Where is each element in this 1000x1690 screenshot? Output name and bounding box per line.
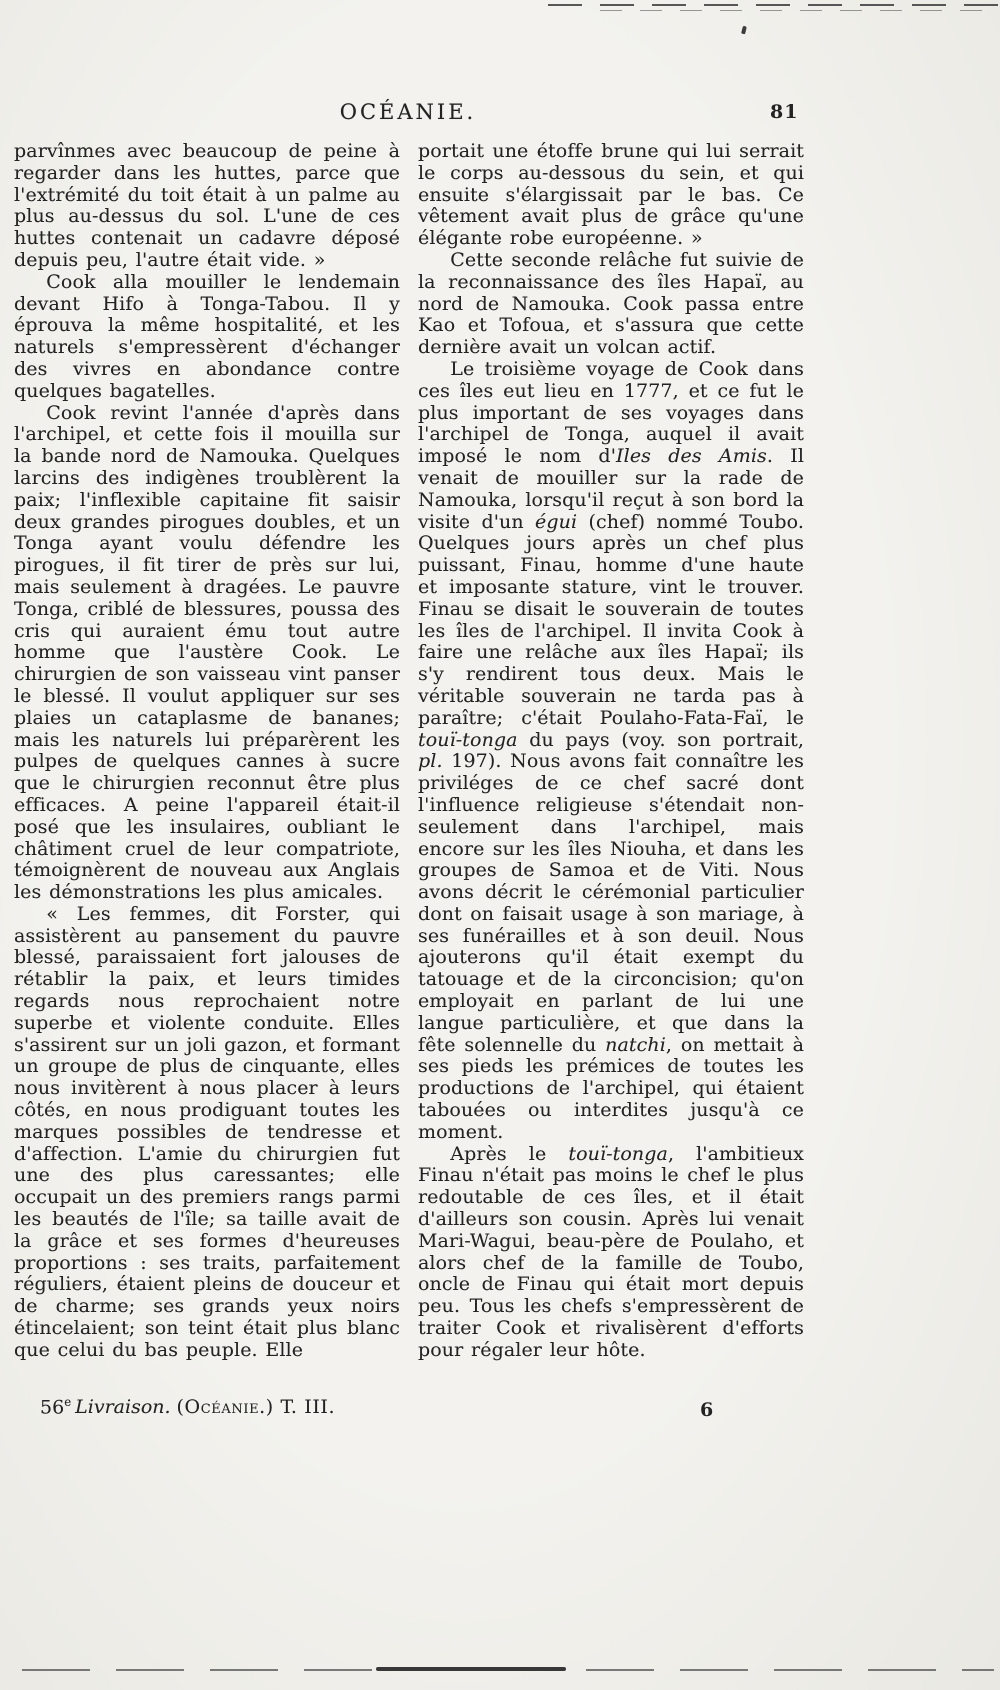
scan-artifact-dashed-line-top (548, 4, 1000, 6)
page-number: 81 (770, 101, 799, 123)
paragraph: Cook revint l'année d'après dans l'archipel, et cette fois il mouilla sur la bande nord de Namouka. Quelques larcins des indigènes troublèrent la paix; l'inflexible capitaine fit saisir deux grandes pirogues doubles, et un Tonga ayant voulu défendre les pirogues, il fit tirer de près sur lui, mais seulement à dragées. Le pauvre Tonga, criblé de blessures, poussa des cris qui auraient ému tout autre homme que l'austère Cook. Le chirurgien de son vaisseau vint panser le blessé. Il voulut appliquer sur ses plaies un cataplasme de bananes; mais les naturels lui préparèrent les pulpes de quelques cannes à sucre que le chirurgien reconnut être plus efficaces. A peine l'appareil était-il posé que les insulaires, oubliant le châtiment cruel de leur compatriote, témoignèrent de nouveau aux Anglais les démonstrations les plus amicales. (14, 401, 400, 904)
paragraph: « Les femmes, dit Forster, qui assistèrent au pansement du pauvre blessé, paraissaient fort jalouses de rétablir la paix, et leurs timides regards nous reprochaient notre superbe et violente conduite. Elles s'assirent sur un joli gazon, et formant un groupe de plus de cinquante, elles nous invitèrent à nous placer à leurs côtés, en nous prodiguant toutes les marques possibles de tendresse et d'affection. L'amie du chirurgien fut une des plus caressantes; elle occupait un des premiers rangs parmi les beautés de l'île; sa taille avait de la grâce et ses formes d'heureuses proportions : ses traits, parfaitement réguliers, étaient pleins de douceur et de charme; ses grands yeux noirs étincelaient; son teint était plus blanc que celui du bas peuple. Elle (14, 902, 400, 1361)
text-columns (14, 141, 804, 1362)
paragraph: Après le touï-tonga, l'ambitieux Finau n'était pas moins le chef le plus redoutable de ces îles, et il était d'ailleurs son cousin. Après lui venait Mari-Wagui, beau-père de Poulaho, et alors chef de la famille de Toubo, oncle de Finau qui était mort depuis peu. Tous les chefs s'empressèrent de traiter Cook et rivalisèrent d'efforts pour régaler leur hôte. (418, 1142, 804, 1361)
scan-artifact-tick (741, 26, 747, 35)
paragraph: Cook alla mouiller le lendemain devant Hifo à Tonga-Tabou. Il y éprouva la même hospitalité, et les naturels s'empressèrent d'échanger des vivres en abondance contre quelques bagatelles. (14, 270, 400, 402)
livraison-label: Livraison. (75, 1396, 171, 1419)
livraison-ordinal: e (64, 1395, 72, 1409)
running-header (14, 100, 802, 124)
gathering-signature-number: 6 (700, 1399, 714, 1421)
paragraph: Le troisième voyage de Cook dans ces îles eut lieu en 1777, et ce fut le plus important de ses voyages dans l'archipel de Tonga, auquel il avait imposé le nom d'Iles des Amis. Il venait de mouiller sur la rade de Namouka, lorsqu'il reçut à son bord la visite d'un égui (chef) nommé Toubo. Quelques jours après un chef plus puissant, Finau, homme d'une haute et imposante stature, vint le trouver. Finau se disait le souverain de toutes les îles de l'archipel. Il invita Cook à faire une relâche aux îles Hapaï; ils s'y rendirent tous deux. Mais le véritable souverain ne tarda pas à paraître; c'était Poulaho-Fata-Faï, le touï-tonga du pays (voy. son portrait, pl. 197). Nous avons fait connaître les priviléges de ce chef sacré dont l'influence religieuse s'étendait non-seulement dans l'archipel, mais encore sur les îles Niouha, et dans les groupes de Samoa et de Viti. Nous avons décrit le cérémonial particulier dont on faisait usage à son mariage, à ses funérailles et à son deuil. Nous ajouterons qu'il était exempt du tatouage et de la circoncision; qu'on employait en parlant de lui une langue particulière, et que dans la fête solennelle du natchi, on mettait à ses pieds les prémices de toutes les productions de l'archipel, qui étaient tabouées ou interdites jusqu'à ce moment. (418, 357, 805, 1143)
column-left (14, 141, 400, 1362)
column-right (418, 141, 804, 1362)
livraison-number: 56 (40, 1396, 65, 1419)
paragraph: portait une étoffe brune qui lui serrait le corps au-dessous du sein, et qui ensuite s'élargissait par le bas. Ce vêtement avait plus de grâce qu'une élégante robe européenne. » (418, 140, 804, 250)
page-title: OCÉANIE. (339, 100, 477, 124)
series-volume-label: (Océanie.) T. III. (176, 1396, 336, 1419)
livraison-signature (40, 1395, 335, 1418)
paragraph: Cette seconde relâche fut suivie de la reconnaissance des îles Hapaï, au nord de Namouka. Cook passa entre Kao et Tofoua, et s'assura que cette dernière avait un volcan actif. (418, 248, 804, 359)
scan-artifact-dark-segment-bottom (376, 1667, 566, 1671)
paragraph: parvînmes avec beaucoup de peine à regarder dans les huttes, parce que l'extrémité du toit était à un palme au plus au-dessus du sol. L'une de ces huttes contenait un cadavre déposé depuis peu, l'autre était vide. » (14, 140, 400, 271)
scan-artifact-dashed-line-top-2 (600, 10, 1000, 11)
